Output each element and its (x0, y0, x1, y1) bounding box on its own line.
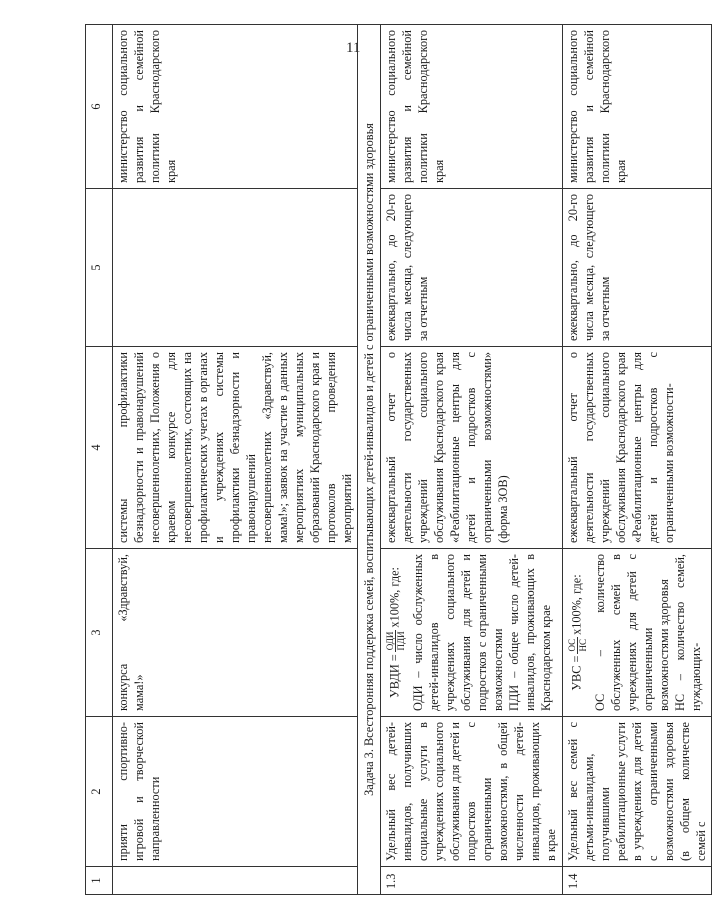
table-row (563, 25, 712, 895)
formula-definition: ОДИ – число обслуженных детей-инвалидов в учреждениях социального обслуживания для детей и подростков с ограниченными возможностями (411, 554, 505, 711)
fraction-denominator: НС (578, 638, 588, 652)
formula-definition: НС – количество семей, нуждающих- (673, 554, 703, 711)
formula-right: х100%, где: (569, 574, 584, 635)
reporting-period: ежеквартально, до 20-го числа месяца, следующего за отчетным (381, 189, 563, 347)
indicator-name: Удельный вес детей-инвалидов, получивших социальные услуги в учреждениях социального обслуживания для детей и подростков с ограниченными возможностями, в общей численности детей-инвалидов, проживающих в крае (381, 717, 563, 867)
table-row (381, 25, 563, 895)
data-source: ежеквартальный отчет о деятельности государственных учреждений социального обслуживания Краснодарского края «Реабилитационные центры для детей и подростков с ограниченными возможности- (563, 347, 712, 549)
indicators-table (85, 24, 712, 895)
calculation-formula (381, 549, 563, 717)
formula (385, 554, 406, 711)
formula-definition: ОС – количество обслуженных семей в учреждениях для детей с ограниченными возможностями здоровья (593, 554, 671, 711)
reporting-period: ежеквартально, до 20-го числа месяца, следующего за отчетным (563, 189, 712, 347)
row-number: 1.3 (381, 867, 563, 895)
fraction-numerator: ОС (567, 638, 577, 652)
formula-left: УВДИ = (387, 654, 402, 698)
responsible-body: министерство социального развития и семейной политики Краснодарского края (563, 25, 712, 189)
row-number: 1.4 (563, 867, 712, 895)
task-3-heading: Задача 3. Всесторонняя поддержка семей, воспитывающих детей-инвалидов и детей с ограниченными возможностями здоровья (358, 25, 381, 895)
col-6-header: 6 (86, 25, 113, 189)
column-number-row (86, 25, 113, 895)
continuation-source: системы профилактики безнадзорности и правонарушений несовершеннолетних, Положения о краевом конкурсе для несовершеннолетних, состоящих на профилактических учетах в органах и учреждениях системы профилактики безнадзорности и правонарушений несовершеннолетних «Здравствуй, мама!»; заявок на участие в данных мероприятиях муниципальных образований Краснодарского края и протоколов проведения мероприятий (113, 347, 358, 549)
task-row (358, 25, 381, 895)
col-1-header: 1 (86, 867, 113, 895)
formula (567, 554, 588, 711)
col-2-header: 2 (86, 717, 113, 867)
data-source: ежеквартальный отчет о деятельности государственных учреждений социального обслуживания Краснодарского края «Реабилитационные центры для детей и подростков с ограниченными возможностями» (форма 3ОВ) (381, 347, 563, 549)
formula-definition: ПДИ – общее число детей-инвалидов, проживающих в Краснодарском крае (507, 554, 553, 711)
responsible-body: министерство социального развития и семейной политики Краснодарского края (381, 25, 563, 189)
col-5-header: 5 (86, 189, 113, 347)
fraction (567, 637, 588, 654)
continuation-indicator: прияти спортивно-игровой и творческой направленности (113, 717, 358, 867)
fraction-denominator: ПДИ (396, 631, 406, 651)
continuation-responsible: министерство социального развития и семейной политики Краснодарского края (113, 25, 358, 189)
continuation-row (113, 25, 358, 895)
col-4-header: 4 (86, 347, 113, 549)
page-number: 11 (346, 40, 361, 56)
fraction-numerator: ОДИ (385, 631, 395, 651)
fraction (385, 630, 406, 653)
formula-right: х100%, где: (387, 567, 402, 628)
formula-left: УВС = (569, 655, 584, 691)
calculation-formula (563, 549, 712, 717)
indicator-name: Удельный вес семей с детьми-инвалидами, получившими реабилитационные услуги в учреждениях для детей с ограниченными возможностями здоровья (в общем количестве семей с (563, 717, 712, 867)
col-3-header: 3 (86, 549, 113, 717)
continuation-formula: конкурса «Здравствуй, мама!» (113, 549, 358, 717)
